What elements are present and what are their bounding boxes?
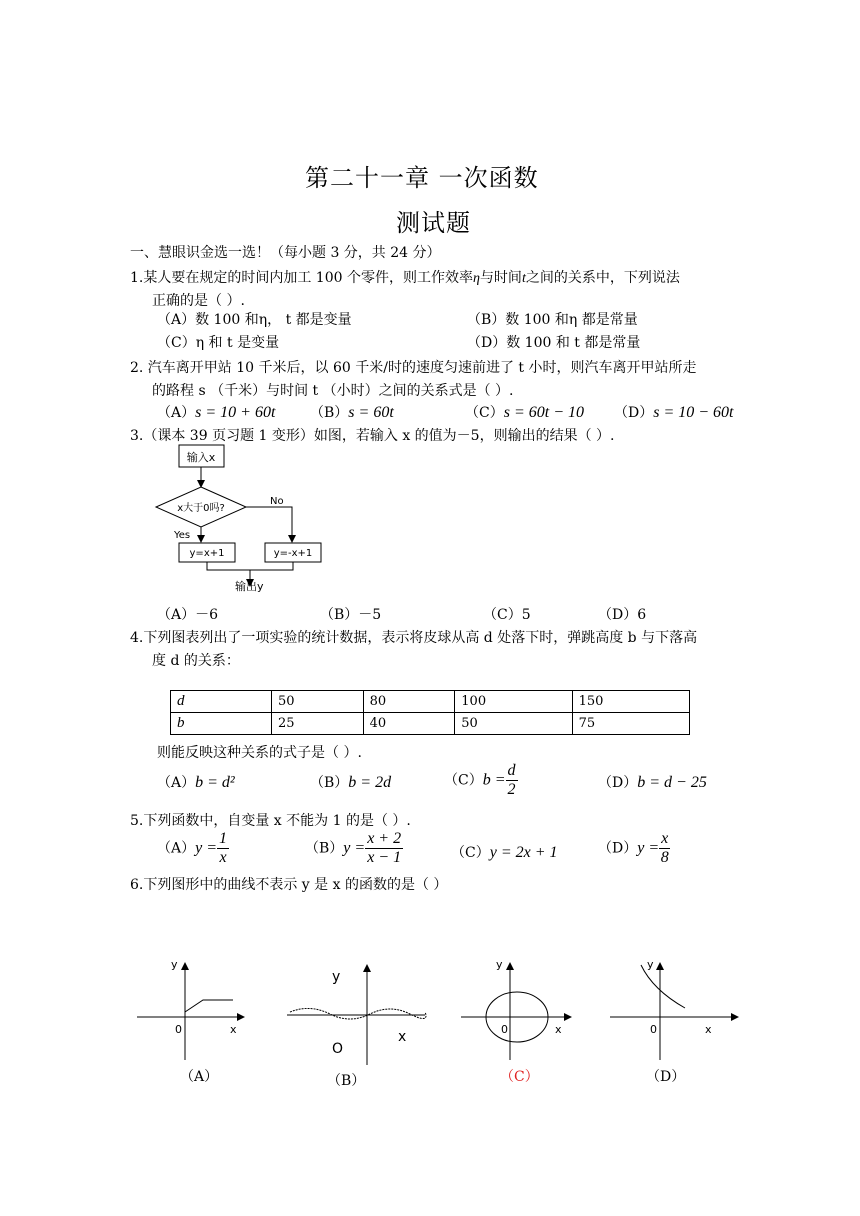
q6-caption-d[interactable]: （D） (646, 1069, 686, 1085)
q4-option-b[interactable] (310, 772, 391, 792)
q4-data-table (170, 690, 690, 735)
q4-option-d[interactable] (598, 772, 707, 792)
table-cell: b (171, 713, 272, 735)
table-cell: 50 (455, 713, 572, 735)
q3-option-c[interactable]: （C）5 (483, 607, 531, 623)
q1-stem (130, 267, 680, 287)
q4-option-c-fraction (506, 762, 518, 799)
q4-option-c-numerator: d (507, 762, 516, 779)
q5-option-b-label: （B） (305, 840, 344, 857)
q5-option-c[interactable] (451, 842, 558, 862)
q4-option-d-label: （D） (598, 775, 638, 791)
q5-option-a-denominator: x (219, 849, 227, 866)
table-cell: 25 (272, 713, 364, 735)
q2-stem: 2. 汽车离开甲站 10 千米后，以 60 千米/时的速度匀速前进了 t 小时，则汽车离开甲站所走 (130, 360, 697, 376)
q5-option-d-fraction (659, 830, 670, 867)
q5-option-c-formula: y = 2x + 1 (489, 844, 558, 861)
q5-option-b-denominator: x − 1 (367, 849, 402, 866)
q2-option-a-label: （A） (157, 405, 196, 421)
q5-option-b-numerator: x + 2 (367, 830, 402, 847)
graph-d-y-label: y (647, 958, 654, 971)
q6-caption-c[interactable]: （C） (500, 1069, 539, 1085)
graph-c-origin: 0 (501, 1023, 508, 1036)
flow-left-text: y=x+1 (189, 548, 225, 559)
q2-option-d[interactable] (614, 402, 734, 422)
q5-option-d-label: （D） (598, 840, 638, 857)
q1-stem-line2: 正确的是（ ）. (152, 293, 245, 309)
q2-option-c-label: （C） (465, 405, 504, 421)
flow-right-text: y=-x+1 (273, 548, 313, 559)
q1-option-d[interactable]: （D）数 100 和 t 都是常量 (467, 335, 641, 351)
q4-option-b-label: （B） (310, 775, 349, 791)
table-cell: 100 (455, 691, 572, 713)
q4-option-a[interactable] (157, 772, 235, 792)
table-row (171, 713, 690, 735)
q6-graph-c (461, 958, 570, 1060)
graph-b-x-label: x (398, 1029, 407, 1045)
q5-option-a-fraction (217, 830, 229, 867)
q1-stem-b: 与时间 (479, 270, 522, 286)
q1-option-b[interactable]: （B）数 100 和η 都是常量 (467, 312, 638, 328)
q4-option-c[interactable] (444, 762, 518, 799)
q1-option-a[interactable]: （A）数 100 和η， t 都是变量 (157, 312, 352, 328)
q4-option-d-formula: b = d − 25 (637, 774, 707, 791)
q4-stem: 4.下列图表列出了一项实验的统计数据，表示将皮球从高 d 处落下时，弹跳高度 b 与下落高 (130, 630, 698, 646)
q3-option-d[interactable]: （D）6 (598, 607, 647, 623)
flow-arrow-no (246, 507, 292, 541)
table-cell: 50 (272, 691, 364, 713)
q5-option-a[interactable] (157, 830, 229, 867)
q2-option-b-label: （B） (310, 405, 349, 421)
section-heading: 一、慧眼识金选一选！（每小题 3 分，共 24 分） (130, 245, 441, 261)
q3-flowchart (150, 440, 340, 600)
table-cell: 75 (572, 713, 689, 735)
q5-option-a-numerator: 1 (219, 830, 228, 847)
flow-decision-text: x大于0吗? (177, 503, 225, 514)
table-cell: 150 (572, 691, 689, 713)
q5-option-a-lhs: y = (195, 839, 218, 857)
page-subtitle: 测试题 (396, 209, 471, 237)
q6-graph-a (137, 958, 243, 1060)
graph-a-y-label: y (171, 958, 178, 971)
q4-option-b-formula: b = 2d (348, 774, 392, 791)
q2-stem-line2: 的路程 s （千米）与时间 t （小时）之间的关系式是（ ）. (152, 383, 514, 399)
flow-input-text: 输入x (186, 451, 216, 464)
q6-graph-d (610, 958, 737, 1060)
q5-option-a-label: （A） (157, 840, 196, 857)
flow-yes-label: Yes (174, 530, 191, 541)
table-cell: d (171, 691, 272, 713)
table-cell: 40 (363, 713, 455, 735)
graph-b-y-label: y (332, 969, 341, 985)
graph-c-x-label: x (555, 1023, 562, 1036)
q5-option-d-numerator: x (661, 830, 669, 847)
q5-option-b-lhs: y = (343, 839, 366, 857)
q5-option-d[interactable] (598, 830, 670, 867)
q6-graph-b (287, 966, 426, 1065)
q5-option-d-lhs: y = (637, 839, 660, 857)
q3-stem: 3.（课本 39 页习题 1 变形）如图，若输入 x 的值为－5，则输出的结果（ ）. (130, 428, 615, 444)
q5-option-c-label: （C） (451, 845, 490, 861)
flow-output-text: 输出y (235, 580, 264, 593)
q1-option-c[interactable]: （C）η 和 t 是变量 (157, 335, 280, 351)
q6-caption-b[interactable]: （B） (327, 1073, 366, 1089)
q2-option-b-formula: s = 60t (348, 404, 394, 421)
q4-option-c-label: （C） (444, 772, 483, 789)
q4-option-c-lhs: b = (482, 771, 506, 789)
q1-stem-a: 1.某人要在规定的时间内加工 100 个零件，则工作效率 (130, 270, 473, 286)
q6-stem: 6.下列图形中的曲线不表示 y 是 x 的函数的是（ ） (130, 877, 448, 893)
graph-d-origin: 0 (650, 1023, 657, 1036)
flow-no-label: No (270, 496, 284, 507)
graph-d-x-label: x (705, 1023, 712, 1036)
q5-option-b[interactable] (305, 830, 403, 867)
q1-stem-c: 之间的关系中，下列说法 (525, 270, 680, 286)
table-row (171, 691, 690, 713)
q4-option-c-denominator: 2 (507, 781, 516, 798)
graph-a-x-label: x (230, 1023, 237, 1036)
q3-option-b[interactable]: （B）－5 (320, 607, 382, 623)
q4-stem-line2: 度 d 的关系： (152, 653, 240, 669)
flow-merge-line (207, 562, 293, 570)
graph-b-curve (290, 1008, 426, 1019)
graph-b-origin: O (332, 1041, 344, 1057)
graph-c-y-label: y (496, 958, 503, 971)
q2-option-d-label: （D） (614, 405, 654, 421)
q2-option-a[interactable] (157, 402, 275, 422)
q5-option-b-fraction (365, 830, 403, 867)
q2-option-c-formula: s = 60t − 10 (503, 404, 584, 421)
graph-a-origin: 0 (175, 1023, 182, 1036)
q2-option-d-formula: s = 10 − 60t (653, 404, 734, 421)
q4-option-a-label: （A） (157, 775, 196, 791)
q2-option-b[interactable] (310, 402, 394, 422)
table-cell: 80 (363, 691, 455, 713)
q1-t: t (521, 271, 526, 286)
q5-stem: 5.下列函数中，自变量 x 不能为 1 的是（ ）. (130, 813, 411, 829)
q4-ask: 则能反映这种关系的式子是（ ）. (157, 745, 362, 761)
q1-eta: η (472, 271, 480, 286)
q5-option-d-denominator: 8 (660, 849, 669, 866)
q2-option-a-formula: s = 10 + 60t (195, 404, 276, 421)
q2-option-c[interactable] (465, 402, 584, 422)
q4-option-a-formula: b = d² (195, 774, 235, 791)
graph-d-curve (641, 965, 685, 1008)
q6-caption-a[interactable]: （A） (180, 1069, 219, 1085)
graph-a-curve (185, 1000, 233, 1015)
q3-option-a[interactable]: （A）－6 (157, 607, 219, 623)
page-title: 第二十一章 一次函数 (305, 164, 539, 192)
